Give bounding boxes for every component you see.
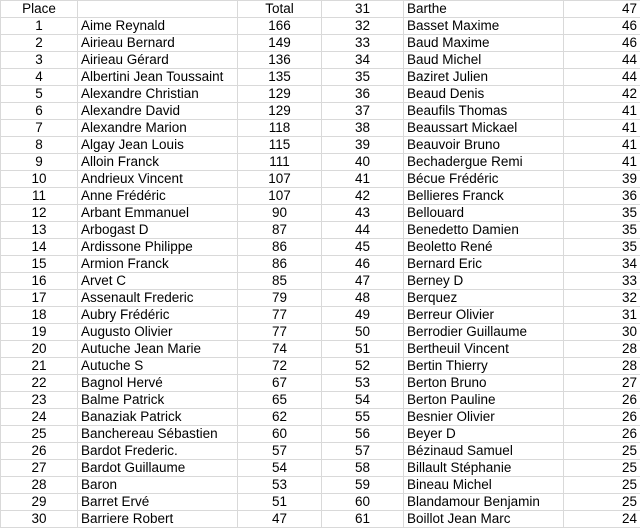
name-cell[interactable]: Baud Maxime [404,35,564,52]
total-cell[interactable]: 35 [564,239,640,256]
place-cell[interactable]: 42 [322,188,404,205]
total-cell[interactable]: 53 [238,477,322,494]
header-row [1,1,640,18]
name-cell[interactable]: Autuche Jean Marie [78,341,238,358]
table-row [1,188,640,205]
name-cell[interactable]: Bechadergue Remi [404,154,564,171]
place-cell[interactable]: 50 [322,324,404,341]
place-cell[interactable]: 58 [322,460,404,477]
place-cell[interactable]: 18 [1,307,78,324]
table-row [1,256,640,273]
place-cell[interactable]: 23 [1,392,78,409]
place-cell[interactable]: 61 [322,511,404,528]
place-cell[interactable]: 22 [1,375,78,392]
name-cell[interactable]: Beaussart Mickael [404,120,564,137]
table-row [1,18,640,35]
total-cell[interactable]: 32 [564,290,640,307]
table-row [1,205,640,222]
table-row [1,460,640,477]
total-cell[interactable]: 26 [564,426,640,443]
table-row [1,511,640,528]
name-cell[interactable]: Arbogast D [78,222,238,239]
total-cell[interactable]: 24 [564,511,640,528]
place-cell[interactable]: 38 [322,120,404,137]
table-row [1,35,640,52]
total-cell[interactable]: 107 [238,171,322,188]
table-row [1,52,640,69]
name-cell[interactable] [78,1,238,18]
place-cell[interactable]: 7 [1,120,78,137]
total-cell[interactable]: 79 [238,290,322,307]
total-cell[interactable]: 46 [564,18,640,35]
place-cell[interactable]: 47 [322,273,404,290]
name-cell[interactable]: Alloin Franck [78,154,238,171]
total-cell[interactable]: 115 [238,137,322,154]
place-cell[interactable]: 30 [1,511,78,528]
name-cell[interactable]: Bellouard [404,205,564,222]
place-cell[interactable]: 52 [322,358,404,375]
place-cell[interactable]: 17 [1,290,78,307]
name-cell[interactable]: Barriere Robert [78,511,238,528]
place-cell[interactable]: 26 [1,443,78,460]
table-row [1,426,640,443]
name-cell[interactable]: Alexandre Marion [78,120,238,137]
name-cell[interactable]: Bardot Guillaume [78,460,238,477]
name-cell[interactable]: Basset Maxime [404,18,564,35]
total-cell[interactable]: 44 [564,69,640,86]
name-cell[interactable]: Andrieux Vincent [78,171,238,188]
name-cell[interactable]: Alexandre David [78,103,238,120]
total-cell[interactable]: 65 [238,392,322,409]
total-cell[interactable]: 35 [564,222,640,239]
name-cell[interactable]: Ardissone Philippe [78,239,238,256]
total-cell[interactable]: 51 [238,494,322,511]
table-row [1,171,640,188]
total-cell[interactable]: 149 [238,35,322,52]
place-cell[interactable]: 4 [1,69,78,86]
name-cell[interactable]: Banaziak Patrick [78,409,238,426]
name-cell[interactable]: Balme Patrick [78,392,238,409]
name-cell[interactable]: Bertheuil Vincent [404,341,564,358]
place-cell[interactable]: 54 [322,392,404,409]
place-cell[interactable]: 8 [1,137,78,154]
total-cell[interactable]: 111 [238,154,322,171]
name-cell[interactable]: Bineau Michel [404,477,564,494]
table-row [1,443,640,460]
name-cell[interactable]: Arvet C [78,273,238,290]
total-cell[interactable]: 47 [564,1,640,18]
place-cell[interactable]: 40 [322,154,404,171]
place-cell[interactable]: 3 [1,52,78,69]
place-cell[interactable]: 56 [322,426,404,443]
table-row [1,307,640,324]
name-cell[interactable]: Benedetto Damien [404,222,564,239]
table-row [1,137,640,154]
table-row [1,409,640,426]
total-cell[interactable]: 41 [564,103,640,120]
name-cell[interactable]: Besnier Olivier [404,409,564,426]
total-cell[interactable]: 28 [564,341,640,358]
total-cell[interactable]: 47 [238,511,322,528]
total-cell[interactable]: 41 [564,154,640,171]
name-cell[interactable]: Bertin Thierry [404,358,564,375]
place-cell[interactable]: 16 [1,273,78,290]
total-cell[interactable]: 60 [238,426,322,443]
name-cell[interactable]: Berreur Olivier [404,307,564,324]
total-cell[interactable]: 77 [238,324,322,341]
place-cell[interactable]: 59 [322,477,404,494]
total-cell[interactable]: 36 [564,188,640,205]
name-cell[interactable]: Berton Bruno [404,375,564,392]
total-cell[interactable]: 44 [564,52,640,69]
name-cell[interactable]: Bellieres Franck [404,188,564,205]
place-cell[interactable]: 25 [1,426,78,443]
total-cell[interactable]: 54 [238,460,322,477]
place-cell[interactable]: 19 [1,324,78,341]
table-row [1,477,640,494]
name-cell[interactable]: Beauvoir Bruno [404,137,564,154]
name-cell[interactable]: Bécue Frédéric [404,171,564,188]
place-cell[interactable]: 39 [322,137,404,154]
place-cell[interactable]: 21 [1,358,78,375]
total-cell[interactable]: 25 [564,494,640,511]
table-row [1,392,640,409]
place-cell[interactable]: 32 [322,18,404,35]
place-cell[interactable]: 12 [1,205,78,222]
total-cell[interactable]: 30 [564,324,640,341]
name-cell[interactable]: Berrodier Guillaume [404,324,564,341]
place-cell[interactable]: 14 [1,239,78,256]
name-cell[interactable]: Barthe [404,1,564,18]
name-cell[interactable]: Berquez [404,290,564,307]
place-cell[interactable]: 34 [322,52,404,69]
total-cell[interactable]: 77 [238,307,322,324]
place-cell[interactable]: 15 [1,256,78,273]
total-cell[interactable]: 107 [238,188,322,205]
table-row [1,86,640,103]
name-cell[interactable]: Baud Michel [404,52,564,69]
total-cell[interactable]: 57 [238,443,322,460]
table-row [1,103,640,120]
total-cell[interactable]: Total [238,1,322,18]
name-cell[interactable]: Airieau Gérard [78,52,238,69]
total-cell[interactable]: 31 [564,307,640,324]
name-cell[interactable]: Barret Ervé [78,494,238,511]
table-row [1,324,640,341]
name-cell[interactable]: Augusto Olivier [78,324,238,341]
total-cell[interactable]: 135 [238,69,322,86]
place-cell[interactable]: 49 [322,307,404,324]
total-cell[interactable]: 42 [564,86,640,103]
place-cell[interactable]: 27 [1,460,78,477]
name-cell[interactable]: Algay Jean Louis [78,137,238,154]
total-cell[interactable]: 27 [564,375,640,392]
total-cell[interactable]: 86 [238,239,322,256]
name-cell[interactable]: Aime Reynald [78,18,238,35]
name-cell[interactable]: Anne Frédéric [78,188,238,205]
table-row [1,375,640,392]
place-cell[interactable]: 53 [322,375,404,392]
place-cell[interactable]: 41 [322,171,404,188]
place-cell[interactable]: 1 [1,18,78,35]
place-cell[interactable]: 28 [1,477,78,494]
total-cell[interactable]: 25 [564,443,640,460]
table-row [1,358,640,375]
name-cell[interactable]: Berton Pauline [404,392,564,409]
place-cell[interactable]: 13 [1,222,78,239]
place-cell[interactable]: 5 [1,86,78,103]
total-cell[interactable]: 35 [564,205,640,222]
name-cell[interactable]: Assenault Frederic [78,290,238,307]
total-cell[interactable]: 166 [238,18,322,35]
place-cell[interactable]: 55 [322,409,404,426]
total-cell[interactable]: 34 [564,256,640,273]
total-cell[interactable]: 25 [564,477,640,494]
place-cell[interactable]: 46 [322,256,404,273]
place-cell[interactable]: 35 [322,69,404,86]
place-cell[interactable]: 43 [322,205,404,222]
table-row [1,120,640,137]
name-cell[interactable]: Berney D [404,273,564,290]
name-cell[interactable]: Bagnol Hervé [78,375,238,392]
total-cell[interactable]: 118 [238,120,322,137]
place-cell[interactable]: 24 [1,409,78,426]
total-cell[interactable]: 46 [564,35,640,52]
place-cell[interactable]: 2 [1,35,78,52]
name-cell[interactable]: Bernard Eric [404,256,564,273]
name-cell[interactable]: Alexandre Christian [78,86,238,103]
table-row [1,154,640,171]
total-cell[interactable]: 74 [238,341,322,358]
table-row [1,341,640,358]
table-row [1,222,640,239]
name-cell[interactable]: Arbant Emmanuel [78,205,238,222]
name-cell[interactable]: Albertini Jean Toussaint [78,69,238,86]
total-cell[interactable]: 129 [238,103,322,120]
ranking-table-body [1,1,640,528]
place-cell[interactable]: 48 [322,290,404,307]
name-cell[interactable]: Baron [78,477,238,494]
total-cell[interactable]: 85 [238,273,322,290]
table-row [1,273,640,290]
total-cell[interactable]: 25 [564,460,640,477]
place-cell[interactable]: 45 [322,239,404,256]
name-cell[interactable]: Banchereau Sébastien [78,426,238,443]
total-cell[interactable]: 87 [238,222,322,239]
total-cell[interactable]: 67 [238,375,322,392]
place-cell[interactable]: 29 [1,494,78,511]
total-cell[interactable]: 129 [238,86,322,103]
table-row [1,239,640,256]
name-cell[interactable]: Baziret Julien [404,69,564,86]
name-cell[interactable]: Beoletto René [404,239,564,256]
place-cell[interactable]: 6 [1,103,78,120]
name-cell[interactable]: Bardot Frederic. [78,443,238,460]
place-cell[interactable]: 51 [322,341,404,358]
total-cell[interactable]: 26 [564,392,640,409]
place-cell[interactable]: 20 [1,341,78,358]
name-cell[interactable]: Autuche S [78,358,238,375]
name-cell[interactable]: Airieau Bernard [78,35,238,52]
place-cell[interactable]: 36 [322,86,404,103]
place-cell[interactable]: Place [1,1,78,18]
place-cell[interactable]: 33 [322,35,404,52]
name-cell[interactable]: Blandamour Benjamin [404,494,564,511]
place-cell[interactable]: 44 [322,222,404,239]
total-cell[interactable]: 86 [238,256,322,273]
name-cell[interactable]: Billault Stéphanie [404,460,564,477]
total-cell[interactable]: 28 [564,358,640,375]
name-cell[interactable]: Bézinaud Samuel [404,443,564,460]
total-cell[interactable]: 33 [564,273,640,290]
total-cell[interactable]: 72 [238,358,322,375]
name-cell[interactable]: Beaufils Thomas [404,103,564,120]
name-cell[interactable]: Armion Franck [78,256,238,273]
name-cell[interactable]: Aubry Frédéric [78,307,238,324]
name-cell[interactable]: Beaud Denis [404,86,564,103]
table-row [1,69,640,86]
total-cell[interactable]: 39 [564,171,640,188]
table-row [1,494,640,511]
place-cell[interactable]: 9 [1,154,78,171]
place-cell[interactable]: 31 [322,1,404,18]
place-cell[interactable]: 60 [322,494,404,511]
name-cell[interactable]: Beyer D [404,426,564,443]
place-cell[interactable]: 37 [322,103,404,120]
place-cell[interactable]: 11 [1,188,78,205]
total-cell[interactable]: 41 [564,120,640,137]
total-cell[interactable]: 90 [238,205,322,222]
total-cell[interactable]: 136 [238,52,322,69]
total-cell[interactable]: 62 [238,409,322,426]
place-cell[interactable]: 10 [1,171,78,188]
total-cell[interactable]: 41 [564,137,640,154]
table-row [1,290,640,307]
place-cell[interactable]: 57 [322,443,404,460]
total-cell[interactable]: 26 [564,409,640,426]
name-cell[interactable]: Boillot Jean Marc [404,511,564,528]
